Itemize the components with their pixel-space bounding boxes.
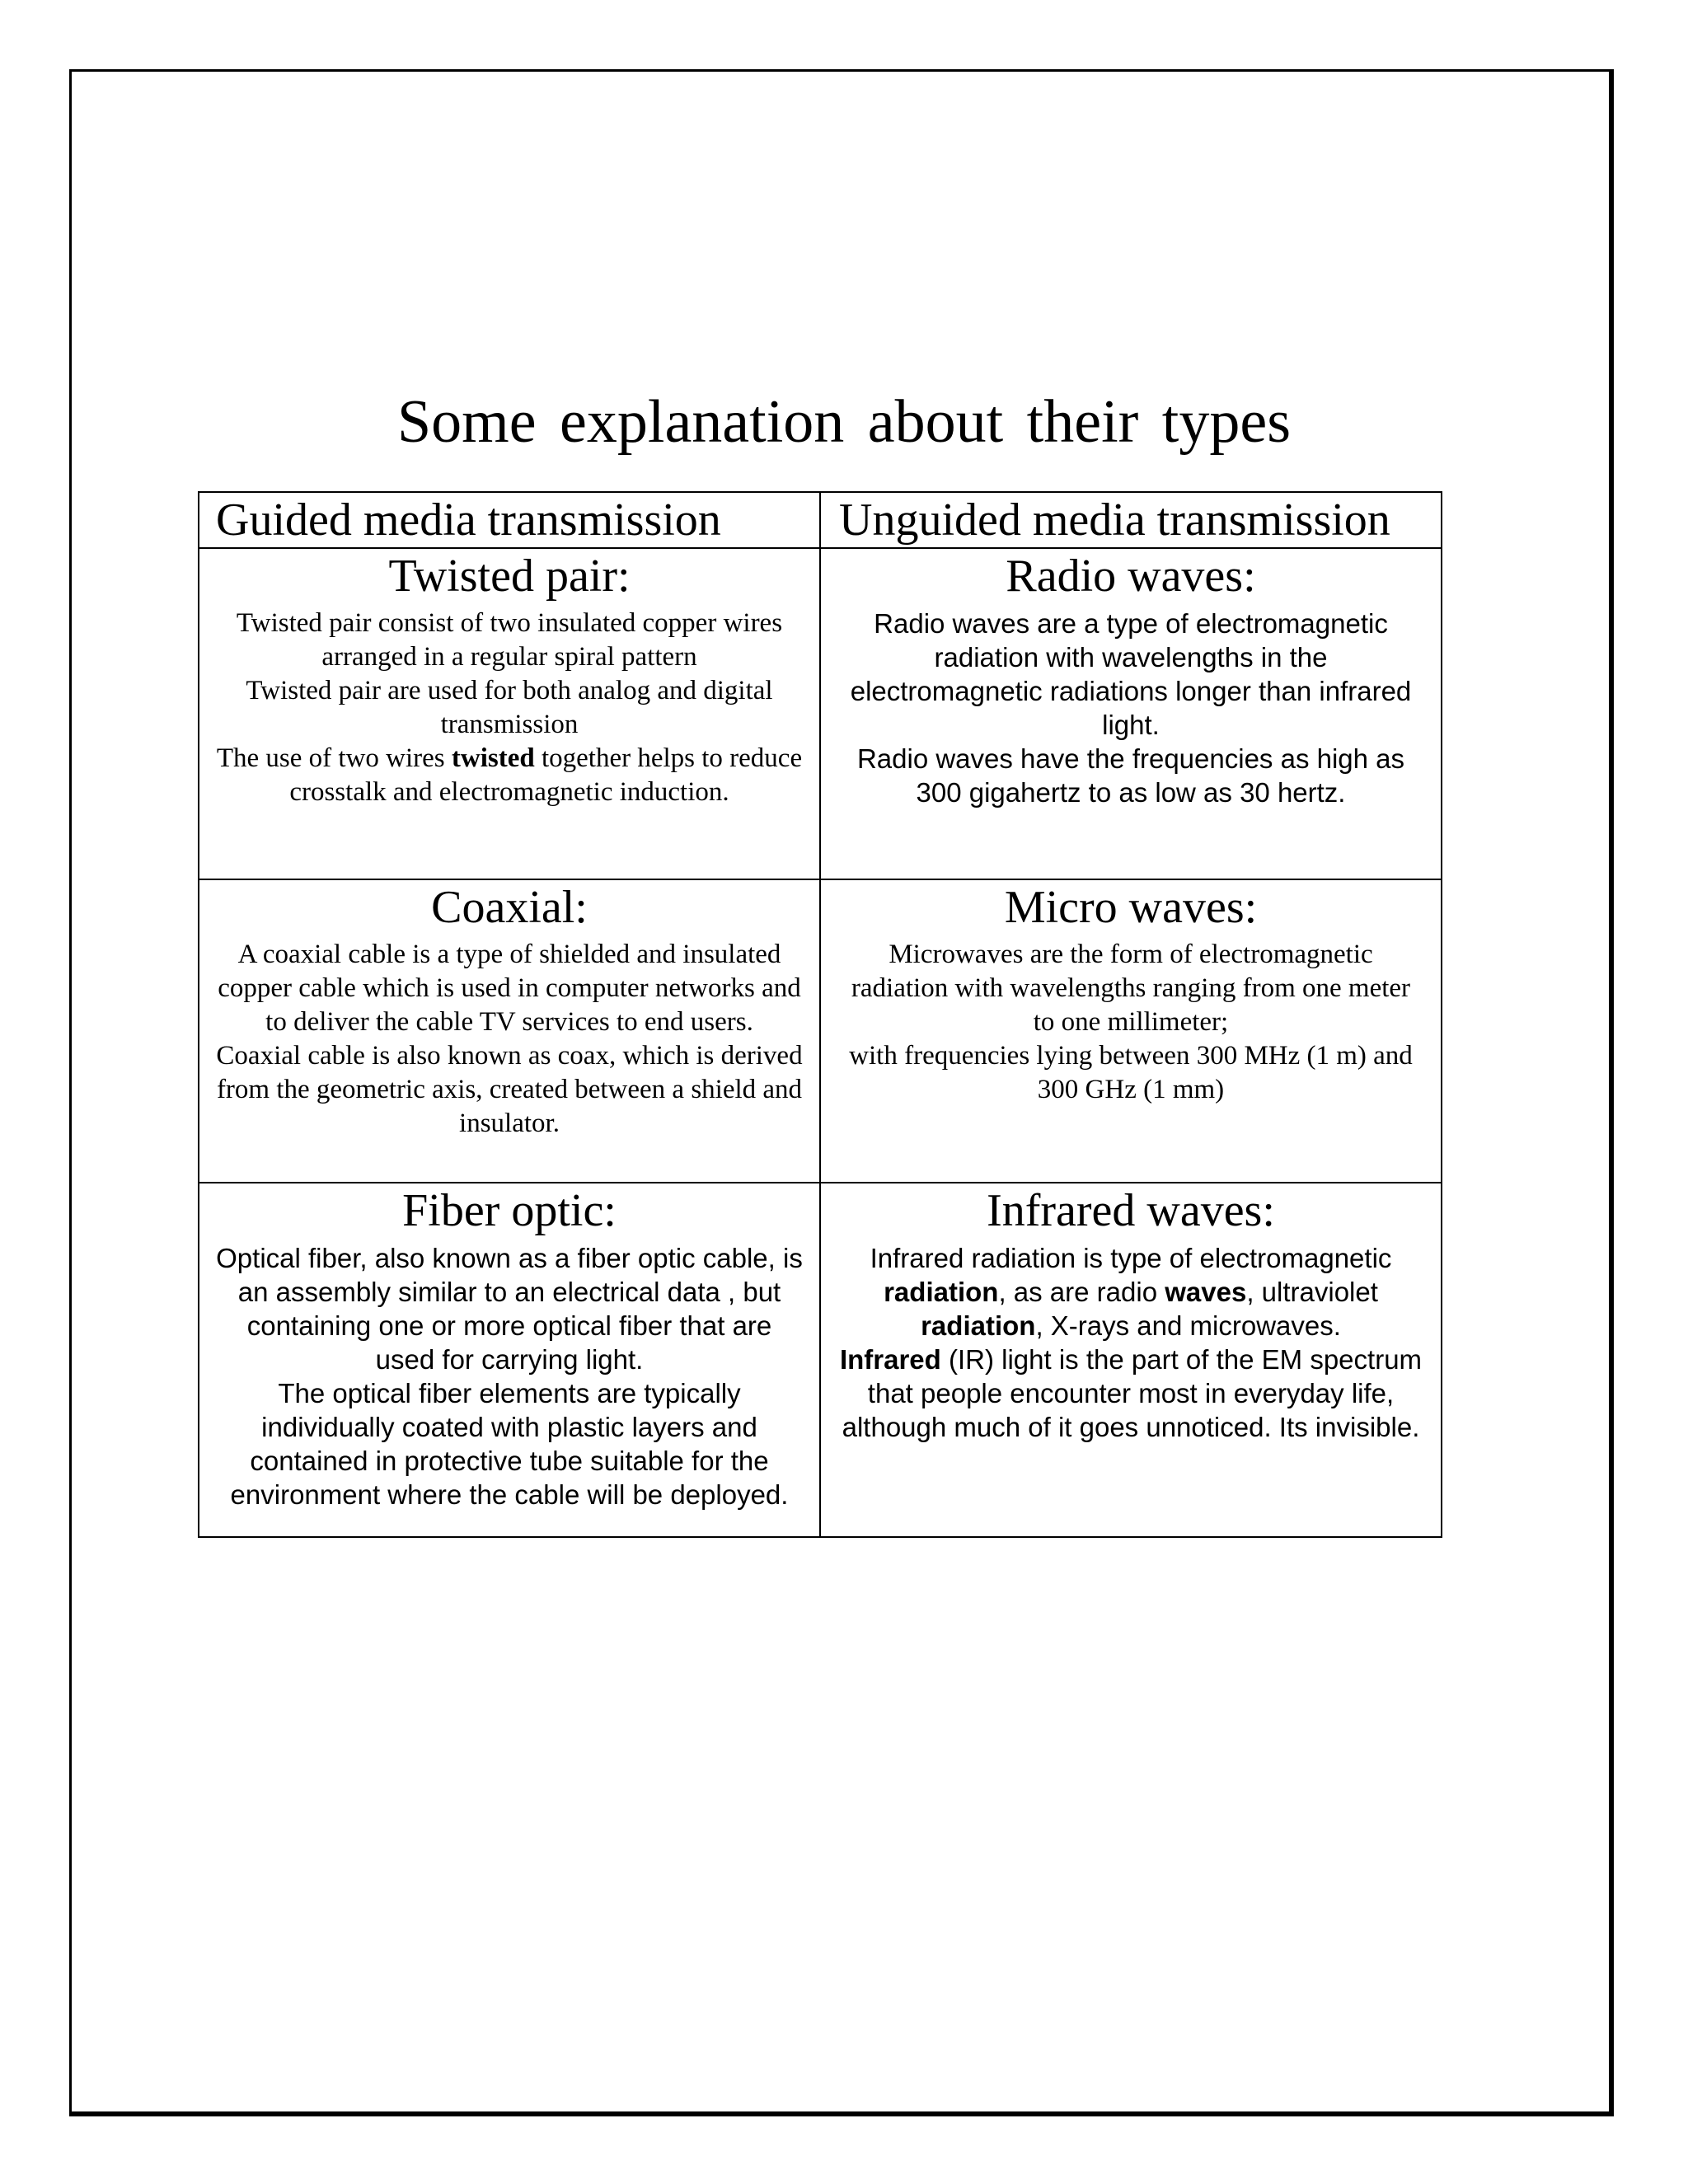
infrared-text-1c: , as are radio [998,1277,1165,1307]
fiber-optic-text-1: Optical fiber, also known as a fiber optic cable, is an assembly similar to an electrical data , but containing one or more optical fiber that are used for carrying light. [216,1243,803,1375]
infrared-text-1g: , X-rays and microwaves. [1035,1310,1341,1341]
cell-radio-waves [820,548,1442,879]
cell-body-micro-waves [837,938,1424,1107]
cell-title-radio-waves: Radio waves: [1006,551,1256,602]
micro-waves-text-2: with frequencies lying between 300 MHz (1 m) and 300 GHz (1 mm) [849,1041,1413,1104]
table-row [199,879,1442,1183]
infrared-text-2 [837,1343,1424,1444]
header-unguided: Unguided media transmission [820,492,1442,548]
cell-body-radio-waves [837,607,1424,809]
cell-fiber-optic [199,1183,820,1537]
cell-twisted-pair [199,548,820,879]
cell-title-fiber-optic: Fiber optic: [402,1185,617,1236]
infrared-text-1e: , ultraviolet [1246,1277,1378,1307]
infrared-bold-radiation: radiation [884,1277,999,1307]
cell-title-infrared-waves: Infrared waves: [987,1185,1275,1236]
twisted-pair-text-3 [216,742,803,809]
header-guided: Guided media transmission [199,492,820,548]
infrared-text-1 [837,1241,1424,1343]
cell-coaxial [199,879,820,1183]
infrared-text-2b: (IR) light is the part of the EM spectrum that people encounter most in everyday life, although much of it goes unnoticed. Its invisible. [842,1344,1423,1442]
table-row [199,548,1442,879]
page-title: Some explanation about their types [397,388,1291,456]
micro-waves-text-1: Microwaves are the form of electromagnetic radiation with wavelengths ranging from one meter to one millimeter; [851,940,1411,1037]
cell-body-twisted-pair [216,607,803,809]
cell-title-twisted-pair: Twisted pair: [388,551,631,602]
infrared-bold-infrared: Infrared [839,1344,941,1375]
table-row [199,1183,1442,1537]
radio-waves-text-2: Radio waves have the frequencies as high as 300 gigahertz to as low as 30 hertz. [856,743,1405,808]
infrared-bold-waves: waves [1165,1277,1247,1307]
cell-infrared-waves [820,1183,1442,1537]
cell-title-coaxial: Coaxial: [431,882,588,933]
twisted-pair-text-3b: together helps to reduce crosstalk and electromagnetic induction. [289,743,803,807]
radio-waves-text-1: Radio waves are a type of electromagnetic radiation with wavelengths in the electromagnetic radiations longer than infrared light. [850,608,1412,740]
twisted-pair-text-1: Twisted pair consist of two insulated copper wires arranged in a regular spiral pattern [236,608,783,672]
cell-title-micro-waves: Micro waves: [1004,882,1258,933]
twisted-pair-text-3a: The use of two wires [216,743,452,773]
media-comparison-table [198,491,1442,1538]
cell-body-coaxial [216,938,803,1141]
cell-micro-waves [820,879,1442,1183]
coaxial-text-1: A coaxial cable is a type of shielded and insulated copper cable which is used in computer networks and to deliver the cable TV services to end users. [218,940,801,1037]
fiber-optic-text-2: The optical fiber elements are typically individually coated with plastic layers and contained in protective tube suitable for the environment where the cable will be deployed. [230,1378,789,1510]
table-header-row [199,492,1442,548]
twisted-bold: twisted [451,743,535,773]
infrared-bold-radiation-2: radiation [921,1310,1036,1341]
twisted-pair-text-2: Twisted pair are used for both analog and digital transmission [246,676,773,739]
cell-body-fiber-optic [216,1241,803,1511]
infrared-text-1a: Infrared radiation is type of electromagnetic [870,1243,1392,1273]
cell-body-infrared-waves [837,1241,1424,1444]
coaxial-text-2: Coaxial cable is also known as coax, which is derived from the geometric axis, created between a shield and insulator. [216,1041,803,1138]
